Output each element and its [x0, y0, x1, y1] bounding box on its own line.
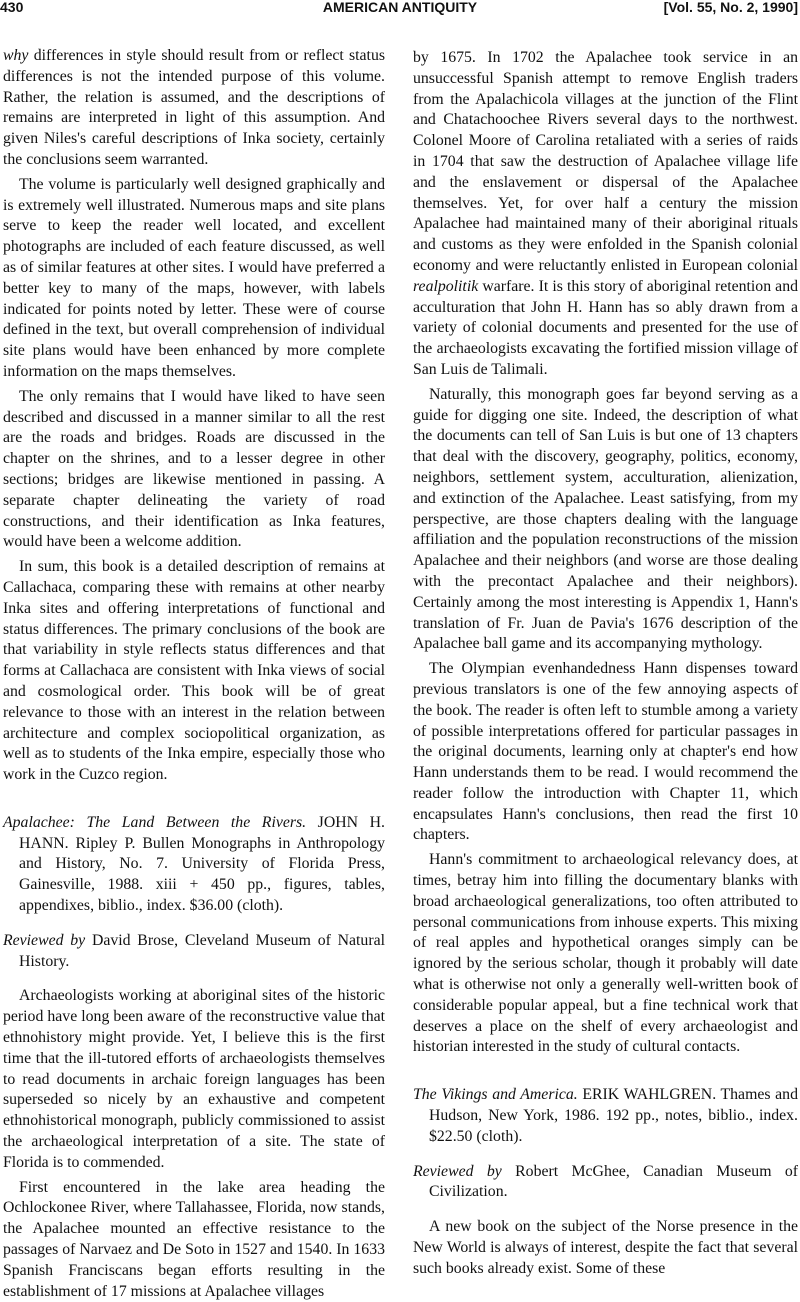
volume-info: [Vol. 55, No. 2, 1990]	[663, 0, 798, 15]
right-column	[413, 48, 798, 1280]
citation-details: ERIK WAHLGREN. Thames and Hudson, New York, 1986. 192 pp., notes, biblio., index. $22.50 (cloth).	[429, 1086, 798, 1145]
page-number: 430	[0, 0, 24, 15]
journal-title: AMERICAN ANTIQUITY	[322, 0, 478, 15]
reviewer-name: Robert McGhee, Canadian Museum of Civilization.	[429, 1162, 798, 1201]
paragraph: First encountered in the lake area heading the Ochlockonee River, where Tallahassee, Florida, now stands, the Apalachee mounted an effective resistance to the passages of Narvaez and De Soto in 1527 and 1540. In 1633 Spanish Franciscans began efforts resulting in the establishment of 17 missions at Apalachee villages	[3, 1178, 385, 1300]
reviewer-line	[3, 931, 385, 973]
paragraph	[413, 48, 798, 381]
paragraph-text: differences in style should result from or reflect status differences is not the intended purpose of this volume. Rather, the relation is assumed, and the descriptions of remains are interpreted in light of this assumption. And given Niles's careful descriptions of Inka society, certainly the conclusions seem warranted.	[3, 47, 385, 168]
paragraph: The Olympian evenhandedness Hann dispenses toward previous translators is one of the few annoying aspects of the book. The reader is often left to stumble among a variety of possible interpretations offered for particular passages in the original documents, learning only at chapter's end how Hann understands them to be read. I would recommend the reader follow the introduction with Chapter 11, which encapsulates Hann's conclusions, then read the first 10 chapters.	[413, 660, 798, 844]
paragraph: Naturally, this monograph goes far beyond serving as a guide for digging one site. Indeed, the description of what the documents can tell of San Luis is but one of 13 chapters that deal with the discovery, geography, politics, economy, neighbors, settlement system, acculturation, alienization, and extinction of the Apalachee. Least satisfying, from my perspective, are those chapters dealing with the language affiliation and the population reconstructions of the mission Apalachee and their neighbors (and worse are those dealing with the precontact Apalachee and their neighbors). Certainly among the most interesting is Appendix 1, Hann's translation of Fr. Juan de Pavia's 1676 description of the Apalachee ball game and its accompanying mythology.	[413, 385, 798, 653]
paragraph-text: warfare. It is this story of aboriginal retention and acculturation that John H. Hann has so ably drawn from a variety of colonial documents and presented for the use of the archaeologists excavating the fortified mission village of San Luis de Talimali.	[413, 277, 798, 378]
emphasis: realpolitik	[413, 277, 479, 295]
book-title: Apalachee: The Land Between the Rivers.	[3, 813, 307, 831]
paragraph: Archaeologists working at aboriginal sites of the historic period have long been aware of the reconstructive value that ethnohistory might provide. Yet, I believe this is the first time that the ill-tutored efforts of archaeologists themselves to read documents in archaic foreign languages has been superseded so nicely by an exhaustive and competent ethnohistorical monograph, publicly commissioned to assist the archaeological interpretation of a site. The state of Florida is to commended.	[3, 987, 385, 1171]
reviewed-by-label: Reviewed by	[3, 931, 86, 949]
running-header	[0, 0, 800, 18]
paragraph: The only remains that I would have liked to have seen described and discussed in a manner similar to all the rest are the roads and bridges. Roads are discussed in the chapter on the shrines, and to a lesser degree in other sections; bridges are likewise mentioned in passing. A separate chapter delineating the variety of road constructions, and their identification as Inka features, would have been a welcome addition.	[3, 387, 385, 551]
left-column	[3, 46, 385, 1302]
paragraph: In sum, this book is a detailed description of remains at Callachaca, comparing these with remains at other nearby Inka sites and offering interpretations of functional and status differences. The primary conclusions of the book are that variability in style reflects status differences and that forms at Callachaca are consistent with Inka views of social and cosmological order. This book will be of great relevance to those with an interest in the relation between architecture and complex sociopolitical organization, as well as to students of the Inka empire, especially those who work in the Cuzco region.	[3, 558, 385, 784]
paragraph: The volume is particularly well designed graphically and is extremely well illustrated. Numerous maps and site plans serve to keep the reader well located, and excellent photographs are included of each feature discussed, as well as of similar features at other sites. I would have preferred a better key to many of the maps, however, with labels indicated for points noted by letter. These were of course defined in the text, but overall comprehension of individual site plans would have been enhanced by more complete information on the maps themselves.	[3, 175, 385, 380]
reviewed-by-label: Reviewed by	[413, 1162, 502, 1180]
paragraph-text: by 1675. In 1702 the Apalachee took service in an unsuccessful Spanish attempt to remove English traders from the Apalachicola villages at the junction of the Flint and Chatachoochee Rivers several days to the northwest. Colonel Moore of Carolina retaliated with a series of raids in 1704 that saw the destruction of Apalachee village life and the enslavement or dispersal of the Apalachee themselves. Yet, for over half a century the mission Apalachee had maintained many of their aboriginal rituals and customs as they were enfolded in the Spanish colonial economy and were reluctantly enlisted in European colonial	[413, 49, 798, 274]
paragraph: A new book on the subject of the Norse presence in the New World is always of interest, despite the fact that several such books already exist. Some of these	[413, 1218, 798, 1277]
reviewer-name: David Brose, Cleveland Museum of Natural History.	[19, 931, 385, 970]
reviewer-line	[413, 1162, 798, 1204]
paragraph: Hann's commitment to archaeological relevancy does, at times, betray him into filling the documentary blanks with broad archaeological generalizations, too often attributed to personal communications from inhouse experts. This mixing of real apples and hypothetical oranges simply can be ignored by the serious scholar, though it probably will date what is otherwise not only a generally well-written book of considerable popular appeal, but a fine technical work that deserves a place on the shelf of every archaeologist and historian interested in the study of cultural contacts.	[413, 851, 798, 1056]
emphasis: why	[3, 47, 29, 64]
book-title: The Vikings and America.	[413, 1086, 578, 1104]
book-citation	[413, 1085, 798, 1147]
paragraph	[3, 46, 385, 171]
citation-details: JOHN H. HANN. Ripley P. Bullen Monographs in Anthropology and History, No. 7. University of Florida Press, Gainesville, 1988. xiii + 450 pp., figures, tables, appendixes, biblio., index. $36.00 (cloth).	[19, 813, 385, 915]
book-citation	[3, 813, 385, 917]
